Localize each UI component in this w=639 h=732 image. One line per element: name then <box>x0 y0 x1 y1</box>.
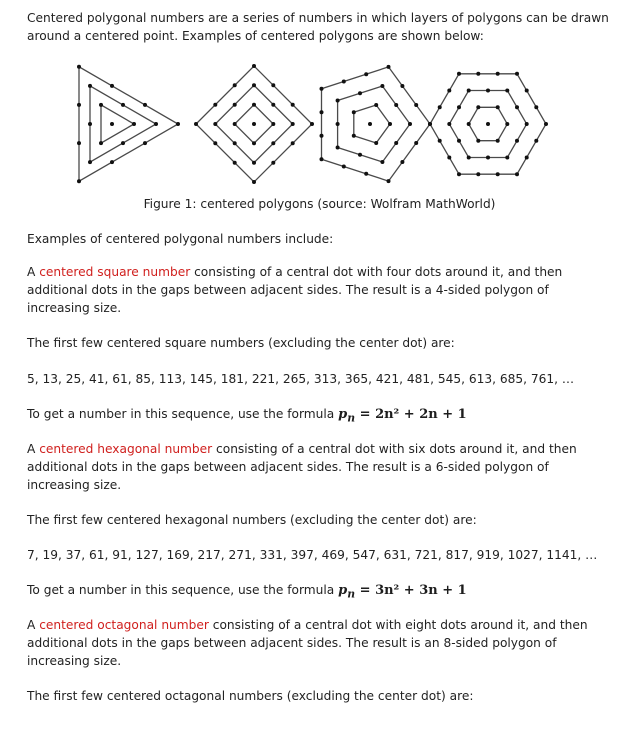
polygon-dot <box>271 122 275 126</box>
polygon-dot <box>496 139 500 143</box>
polygon-dot <box>320 87 324 91</box>
polygon-dot <box>380 160 384 164</box>
centered-triangle-diagram <box>77 65 180 183</box>
polygon-dot <box>457 172 461 176</box>
polygon-dot <box>428 122 432 126</box>
polygon-dot <box>394 141 398 145</box>
polygon-dot <box>525 89 529 93</box>
polygon-dot <box>336 99 340 103</box>
polygon-dot <box>380 84 384 88</box>
polygon-dot <box>143 103 147 107</box>
polygon-dot <box>515 172 519 176</box>
polygon-dot <box>291 103 295 107</box>
square-sequence: 5, 13, 25, 41, 61, 85, 113, 145, 181, 221, 265, 313, 365, 421, 481, 545, 613, 685, 761, … <box>27 372 575 386</box>
centered-square-diagram <box>194 64 314 184</box>
polygon-dot <box>132 122 136 126</box>
square-description: A centered square number consisting of a central dot with four dots around it, and then additional dots in the gaps between adjacent sides. The result is a 4-sided polygon of increasing size. <box>27 265 563 315</box>
polygon-dot <box>374 141 378 145</box>
polygon-dot <box>467 156 471 160</box>
hexagonal-formula: $p_n = 3n^2 + 3n + 1$ <box>338 583 467 601</box>
polygon-dot <box>88 160 92 164</box>
polygon-dot <box>213 141 217 145</box>
hexagonal-term: centered hexagonal number <box>39 442 213 456</box>
polygon-dot <box>505 89 509 93</box>
polygon-layer-1 <box>101 105 134 143</box>
polygon-dot <box>476 139 480 143</box>
polygon-dot <box>252 64 256 68</box>
polygon-dot <box>336 146 340 150</box>
polygon-dot <box>77 179 81 183</box>
polygon-dot <box>233 161 237 165</box>
polygon-dot <box>213 122 217 126</box>
polygon-dot <box>400 160 404 164</box>
polygon-dot <box>388 122 392 126</box>
polygon-dot <box>252 141 256 145</box>
polygon-dot <box>176 122 180 126</box>
polygon-dot <box>110 84 114 88</box>
polygon-dot <box>515 105 519 109</box>
polygon-dot <box>252 103 256 107</box>
polygon-dot <box>358 153 362 157</box>
polygon-dot <box>525 122 529 126</box>
polygon-dot <box>320 134 324 138</box>
polygon-dot <box>505 122 509 126</box>
polygon-dot <box>476 72 480 76</box>
polygon-dot <box>252 83 256 87</box>
polygon-dot <box>213 103 217 107</box>
center-dot <box>486 122 490 126</box>
polygon-dot <box>496 105 500 109</box>
polygon-dot <box>121 103 125 107</box>
octagonal-term: centered octagonal number <box>39 618 209 632</box>
examples-heading: Examples of centered polygonal numbers include: <box>27 232 334 246</box>
polygon-dot <box>358 91 362 95</box>
polygon-dot <box>387 179 391 183</box>
polygon-dot <box>394 103 398 107</box>
polygon-dot <box>352 134 356 138</box>
polygon-dot <box>476 172 480 176</box>
square-list-heading: The first few centered square numbers (excluding the center dot) are: <box>27 336 455 350</box>
polygon-dot <box>233 103 237 107</box>
polygon-dot <box>364 172 368 176</box>
octagonal-description: A centered octagonal number consisting of a central dot with eight dots around it, and then additional dots in the gaps between adjacent sides. The result is an 8-sided polygon of increasing size. <box>27 618 588 668</box>
polygon-dot <box>154 122 158 126</box>
polygon-dot <box>534 139 538 143</box>
polygon-dot <box>320 157 324 161</box>
polygon-layer-2 <box>338 86 410 162</box>
hexagonal-sequence: 7, 19, 37, 61, 91, 127, 169, 217, 271, 331, 397, 469, 547, 631, 721, 817, 919, 1027, 1141, … <box>27 548 598 562</box>
centered-pentagon-diagram <box>320 65 433 183</box>
intro-paragraph: Centered polygonal numbers are a series of numbers in which layers of polygons can be drawn around a centered point. Examples of centered polygons are shown below: <box>27 11 609 43</box>
polygon-dot <box>476 105 480 109</box>
center-dot <box>110 122 114 126</box>
polygon-dot <box>544 122 548 126</box>
polygon-dot <box>252 161 256 165</box>
figure-caption: Figure 1: centered polygons (source: Wolfram MathWorld) <box>143 197 496 211</box>
polygon-dot <box>77 141 81 145</box>
polygon-dot <box>233 122 237 126</box>
polygon-dot <box>505 156 509 160</box>
polygon-dot <box>320 110 324 114</box>
polygon-dot <box>447 122 451 126</box>
polygon-dot <box>88 84 92 88</box>
hexagonal-list-heading: The first few centered hexagonal numbers (excluding the center dot) are: <box>27 513 477 527</box>
polygon-dot <box>352 110 356 114</box>
polygon-dot <box>486 89 490 93</box>
polygon-dot <box>486 156 490 160</box>
polygon-dot <box>364 72 368 76</box>
hexagonal-formula-line: To get a number in this sequence, use the formula $p_n = 3n^2 + 3n + 1$ <box>27 583 467 601</box>
polygon-dot <box>342 80 346 84</box>
polygon-dot <box>467 89 471 93</box>
polygon-dot <box>374 103 378 107</box>
polygon-dot <box>271 103 275 107</box>
polygon-dot <box>252 180 256 184</box>
polygon-dot <box>457 72 461 76</box>
center-dot <box>252 122 256 126</box>
polygon-dot <box>291 141 295 145</box>
polygon-dot <box>467 122 471 126</box>
polygon-dot <box>457 105 461 109</box>
polygon-dot <box>457 139 461 143</box>
polygon-dot <box>438 105 442 109</box>
polygon-dot <box>271 161 275 165</box>
polygon-dot <box>233 83 237 87</box>
polygon-dot <box>121 141 125 145</box>
polygon-layer-3 <box>79 67 178 181</box>
polygon-dot <box>342 165 346 169</box>
polygon-dot <box>496 72 500 76</box>
polygon-dot <box>99 103 103 107</box>
polygon-dot <box>515 72 519 76</box>
polygon-dot <box>447 89 451 93</box>
hexagonal-description: A centered hexagonal number consisting of a central dot with six dots around it, and then additional dots in the gaps between adjacent sides. The result is a 6-sided polygon of increasing size. <box>27 442 577 492</box>
polygon-dot <box>400 84 404 88</box>
polygon-dot <box>271 141 275 145</box>
square-term: centered square number <box>39 265 191 279</box>
center-dot <box>368 122 372 126</box>
square-formula-line: To get a number in this sequence, use the formula $p_n = 2n^2 + 2n + 1$ <box>27 407 467 425</box>
polygon-dot <box>77 103 81 107</box>
polygon-dot <box>525 156 529 160</box>
square-formula: $p_n = 2n^2 + 2n + 1$ <box>338 407 467 425</box>
polygon-dot <box>77 65 81 69</box>
polygon-dot <box>447 156 451 160</box>
polygon-dot <box>143 141 147 145</box>
polygon-dot <box>291 122 295 126</box>
octagonal-list-heading: The first few centered octagonal numbers (excluding the center dot) are: <box>27 689 474 703</box>
centered-hexagon-diagram <box>428 72 548 176</box>
polygon-dot <box>534 105 538 109</box>
polygon-dot <box>233 141 237 145</box>
polygon-dot <box>88 122 92 126</box>
polygon-dot <box>336 122 340 126</box>
centered-polygons-figure <box>70 56 550 192</box>
polygon-dot <box>194 122 198 126</box>
polygon-dot <box>414 103 418 107</box>
polygon-dot <box>408 122 412 126</box>
polygon-dot <box>271 83 275 87</box>
polygon-dot <box>310 122 314 126</box>
polygon-layer-2 <box>90 86 156 162</box>
polygon-dot <box>387 65 391 69</box>
polygon-dot <box>99 141 103 145</box>
polygon-dot <box>515 139 519 143</box>
polygon-dot <box>414 141 418 145</box>
polygon-dot <box>496 172 500 176</box>
polygon-dot <box>110 160 114 164</box>
polygon-dot <box>438 139 442 143</box>
